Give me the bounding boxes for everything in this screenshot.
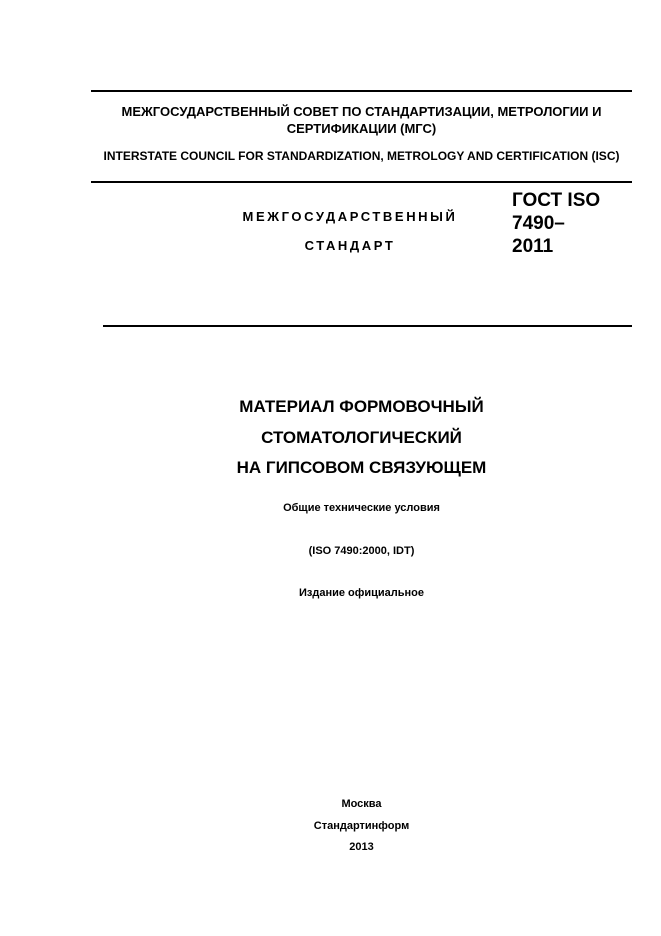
council-name-en: INTERSTATE COUNCIL FOR STANDARDIZATION, METROLOGY AND CERTIFICATION (ISC)	[103, 149, 620, 163]
top-rule	[91, 90, 632, 92]
edition-note: Издание официальное	[298, 587, 425, 599]
document-title-line2: СТОМАТОЛОГИЧЕСКИЙ	[261, 428, 462, 447]
iso-reference: (ISO 7490:2000, IDT)	[308, 545, 415, 557]
document-subtitle: Общие технические условия	[283, 502, 440, 514]
publication-city: Москва	[341, 798, 382, 810]
standard-label-line1: МЕЖГОСУДАРСТВЕННЫЙ	[242, 209, 458, 224]
publisher-name: Стандартинформ	[313, 820, 410, 832]
publication-year: 2013	[349, 841, 374, 853]
title-rule	[103, 325, 632, 327]
document-title-line1: МАТЕРИАЛ ФОРМОВОЧНЫЙ	[239, 397, 484, 416]
header-rule	[91, 181, 632, 183]
council-name-ru: МЕЖГОСУДАРСТВЕННЫЙ СОВЕТ ПО СТАНДАРТИЗАЦИИ, МЕТРОЛОГИИ И СЕРТИФИКАЦИИ (МГС)	[121, 104, 602, 136]
standard-label-line2: СТАНДАРТ	[304, 238, 396, 253]
document-title-line3: НА ГИПСОВОМ СВЯЗУЮЩЕМ	[236, 458, 487, 477]
standard-designation: ГОСТ ISO 7490– 2011	[512, 190, 601, 257]
